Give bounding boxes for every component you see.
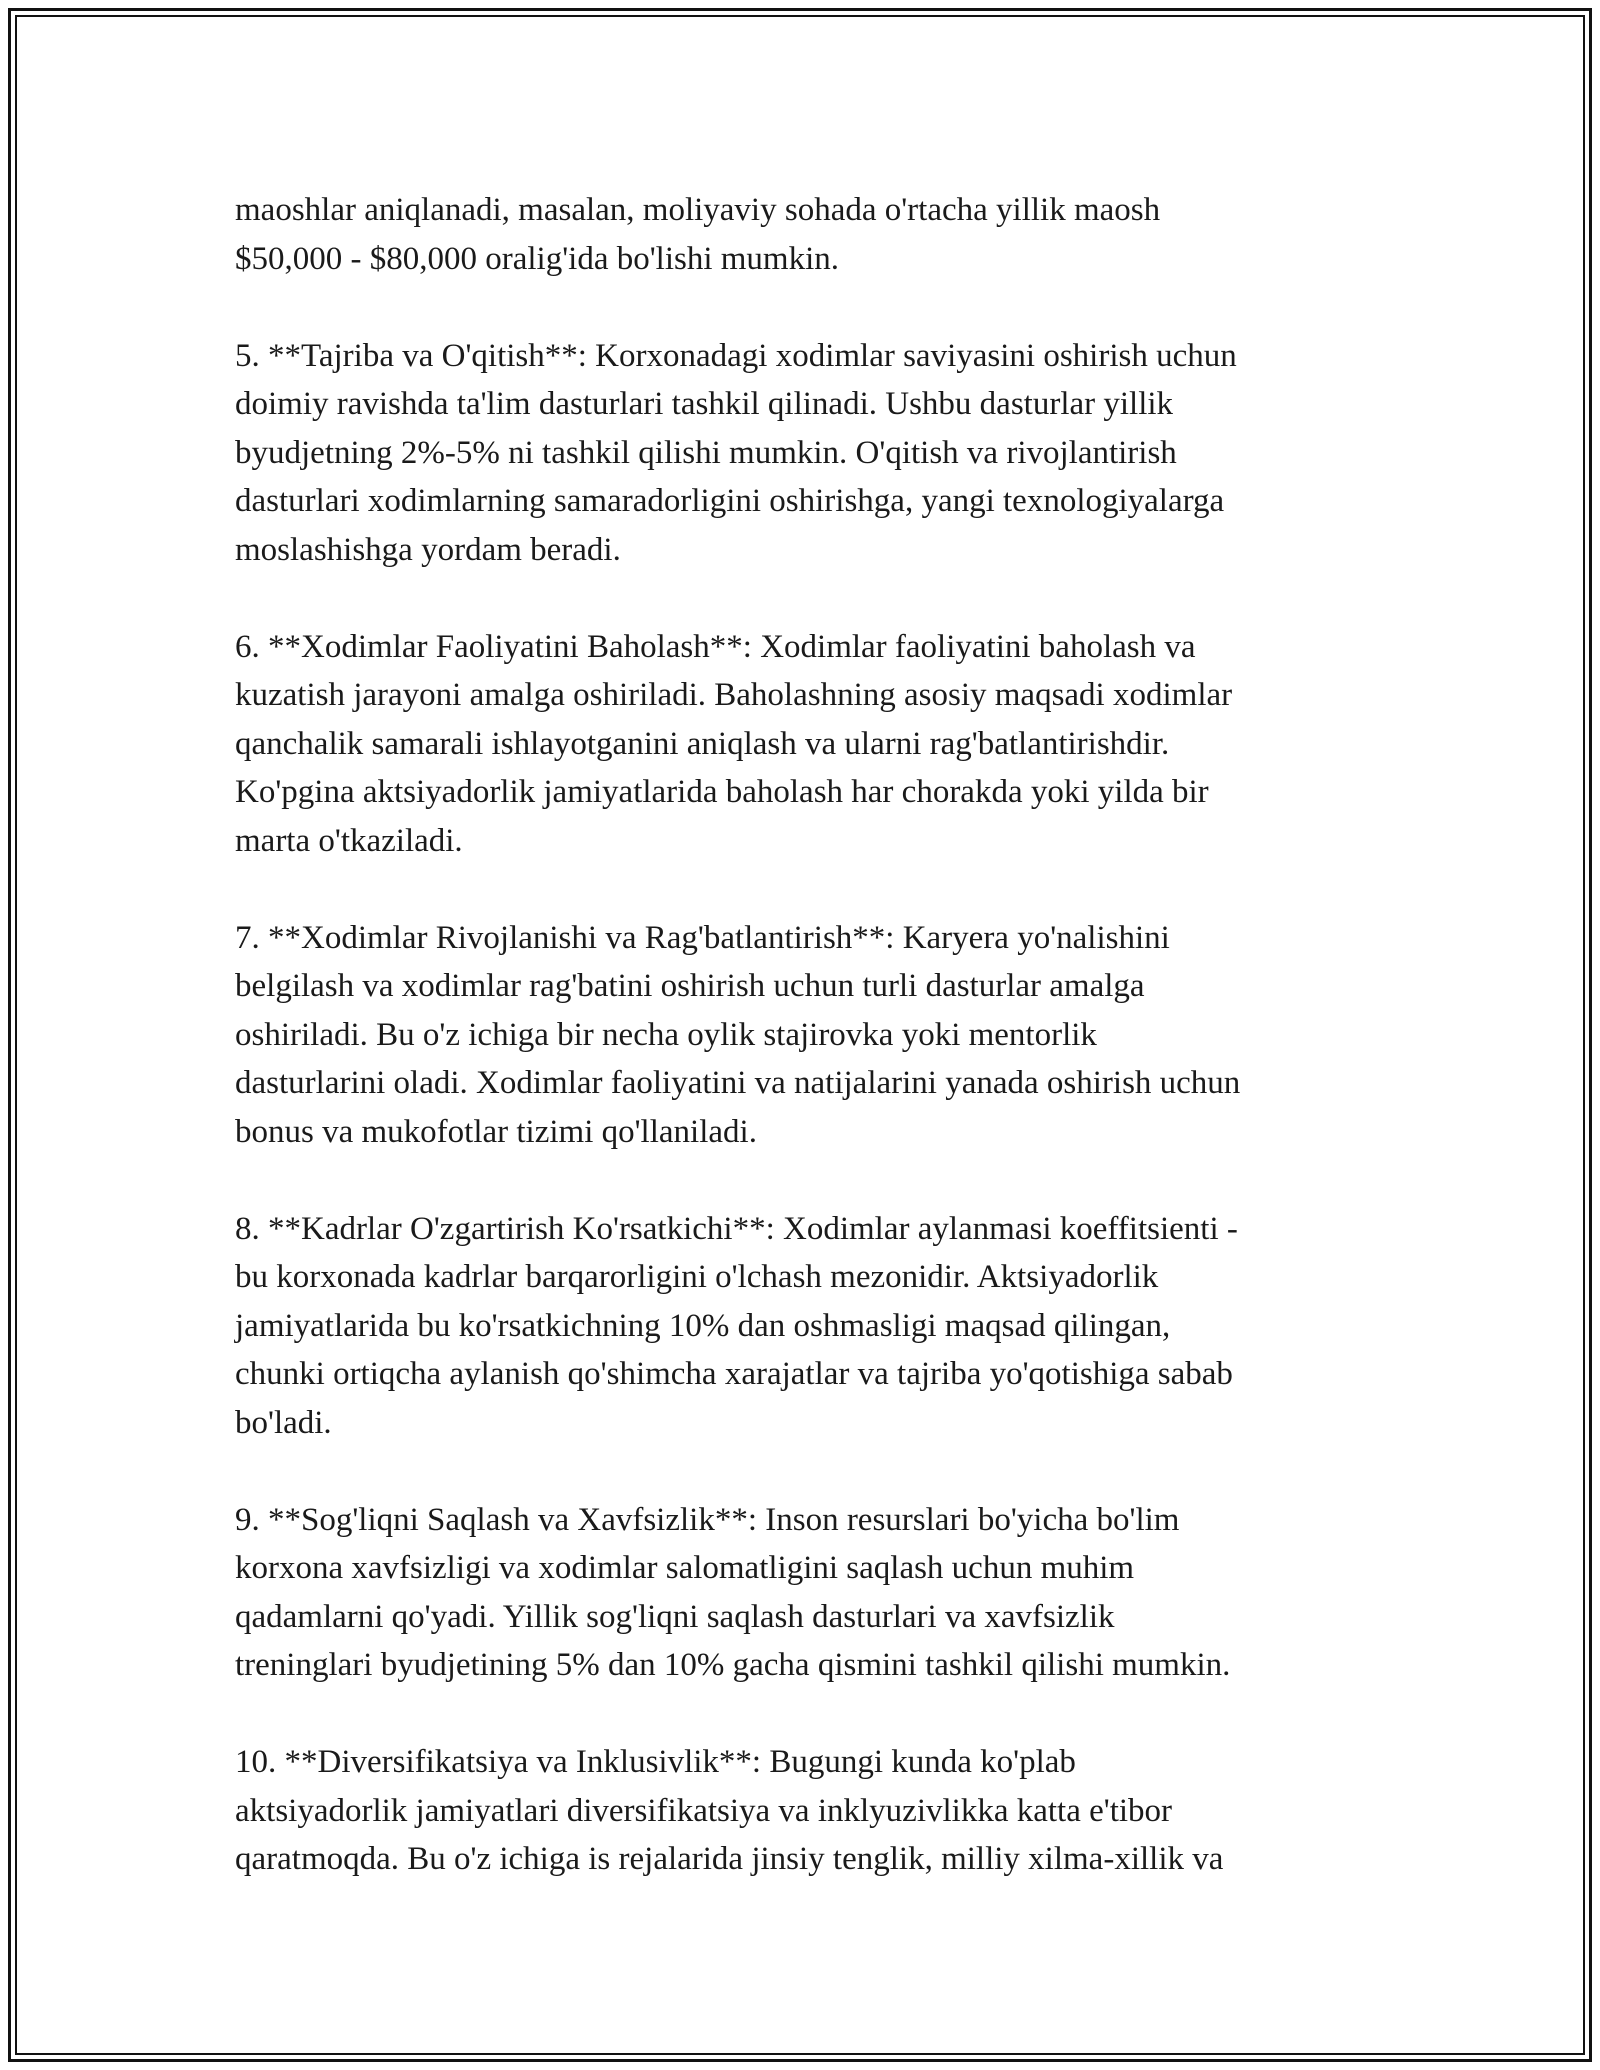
text-line: chunki ortiqcha aylanish qo'shimcha xarajatlar va tajriba yo'qotishiga sabab [235,1356,1233,1392]
text-line: 6. **Xodimlar Faoliyatini Baholash**: Xodimlar faoliyatini baholash va [235,628,1196,665]
text-line: treninglari byudjetining 5% dan 10% gacha qismini tashkil qilishi mumkin. [235,1647,1231,1683]
text-line: qaratmoqda. Bu o'z ichiga is rejalarida jinsiy tenglik, milliy xilma-xillik va [235,1841,1224,1877]
text-line: dasturlarini oladi. Xodimlar faoliyatini va natijalarini yanada oshirish uchun [235,1065,1241,1101]
text-line: bu korxonada kadrlar barqarorligini o'lchash mezonidir. Aktsiyadorlik [235,1259,1159,1295]
text-line: 7. **Xodimlar Rivojlanishi va Rag'batlantirish**: Karyera yo'nalishini [235,919,1170,956]
text-line: maoshlar aniqlanadi, masalan, moliyaviy sohada o'rtacha yillik maosh [235,192,1161,228]
text-line: qadamlarni qo'yadi. Yillik sog'liqni saqlash dasturlari va xavfsizlik [235,1598,1115,1635]
text-line: byudjetning 2%-5% ni tashkil qilishi mumkin. O'qitish va rivojlantirish [235,434,1177,471]
text-line: jamiyatlarida bu ko'rsatkichning 10% dan oshmasligi maqsad qilingan, [235,1307,1171,1344]
paragraph-item-7 [235,914,1375,1157]
text-line: dasturlari xodimlarning samaradorligini oshirishga, yangi texnologiyalarga [235,483,1225,519]
text-line: 10. **Diversifikatsiya va Inklusivlik**: Bugungi kunda ko'plab [235,1744,1076,1780]
paragraph-item-9 [235,1496,1375,1690]
text-line: korxona xavfsizligi va xodimlar salomatligini saqlash uchun muhim [235,1550,1135,1586]
text-line: qanchalik samarali ishlayotganini aniqlash va ularni rag'batlantirishdir. [235,725,1170,762]
text-line: bonus va mukofotlar tizimi qo'llaniladi. [235,1113,757,1150]
paragraph-item-8 [235,1205,1375,1448]
text-line: bo'ladi. [235,1404,332,1441]
document-body [235,186,1375,1932]
text-line: $50,000 - $80,000 oralig'ida bo'lishi mumkin. [235,240,840,277]
text-line: 5. **Tajriba va O'qitish**: Korxonadagi xodimlar saviyasini oshirish uchun [235,337,1237,374]
paragraph-salary-continuation [235,186,1375,283]
text-line: aktsiyadorlik jamiyatlari diversifikatsiya va inklyuzivlikka katta e'tibor [235,1792,1173,1829]
text-line: marta o'tkaziladi. [235,822,463,859]
text-line: oshiriladi. Bu o'z ichiga bir necha oylik stajirovka yoki mentorlik [235,1016,1097,1053]
text-line: 9. **Sog'liqni Saqlash va Xavfsizlik**: Inson resurslari bo'yicha bo'lim [235,1501,1180,1538]
paragraph-item-5 [235,332,1375,575]
text-line: doimiy ravishda ta'lim dasturlari tashkil qilinadi. Ushbu dasturlar yillik [235,386,1174,422]
paragraph-item-10 [235,1738,1375,1884]
text-line: 8. **Kadrlar O'zgartirish Ko'rsatkichi**: Xodimlar aylanmasi koeffitsienti - [235,1210,1238,1247]
paragraph-item-6 [235,623,1375,866]
text-line: kuzatish jarayoni amalga oshiriladi. Baholashning asosiy maqsadi xodimlar [235,677,1233,713]
text-line: Ko'pgina aktsiyadorlik jamiyatlarida baholash har chorakda yoki yilda bir [235,774,1209,810]
text-line: moslashishga yordam beradi. [235,531,621,568]
text-line: belgilash va xodimlar rag'batini oshirish uchun turli dasturlar amalga [235,968,1145,1004]
